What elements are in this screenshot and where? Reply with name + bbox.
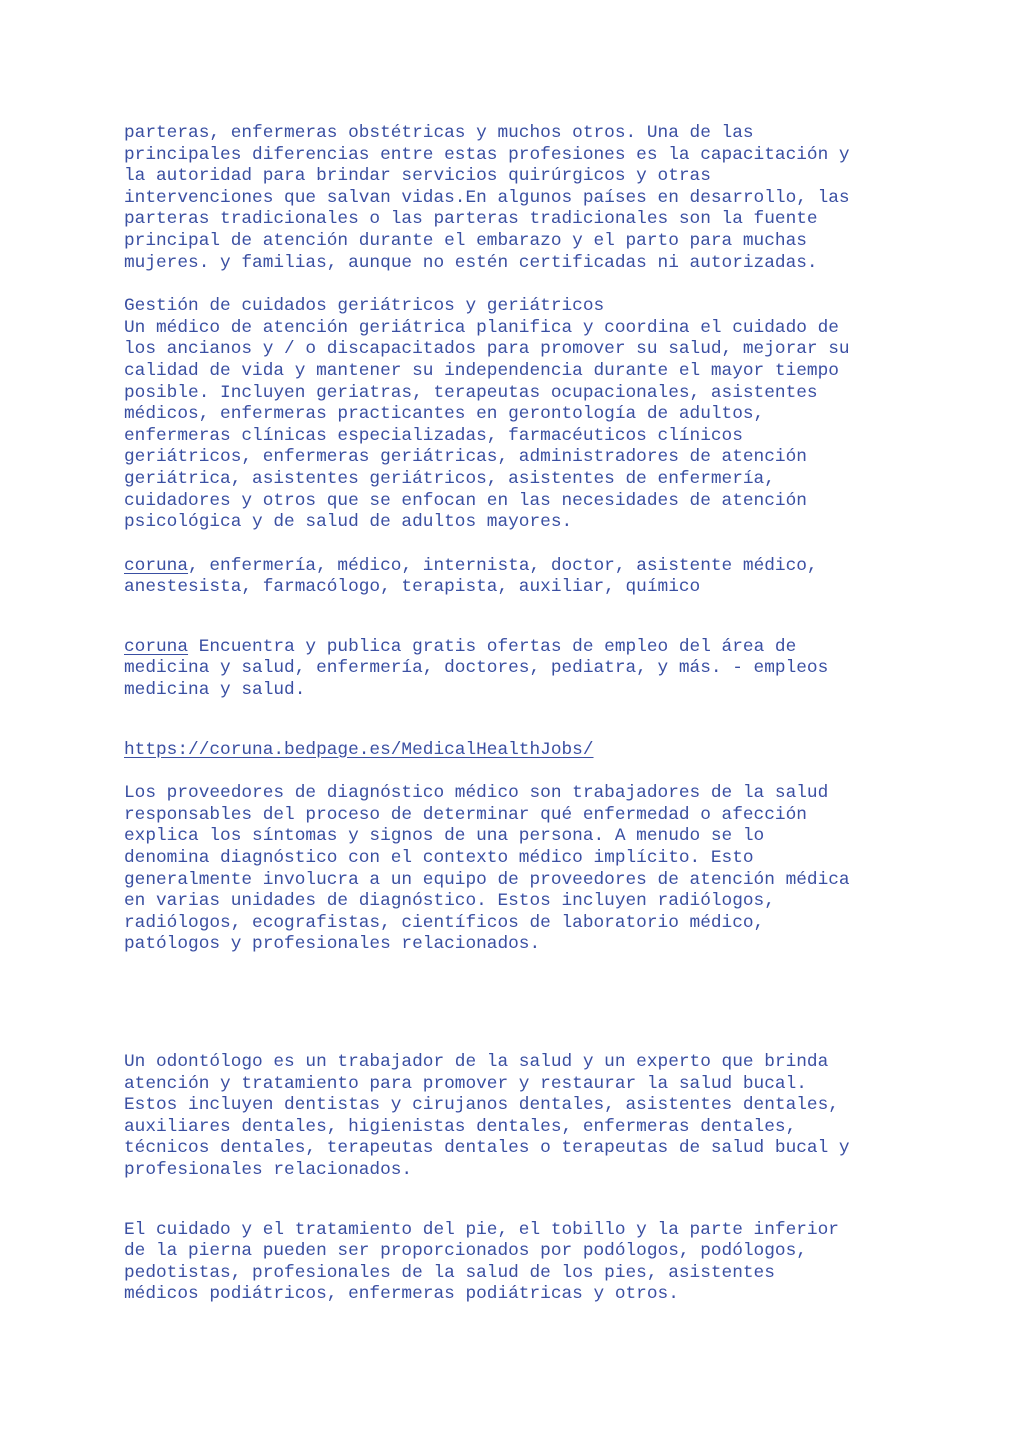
spacer [124,274,914,296]
document-page [124,123,914,1306]
spacer [124,702,914,740]
paragraph-diagnostic: Los proveedores de diagnóstico médico son trabajadores de la salud responsables del proceso de determinar qué enfermedad o afección explica los síntomas y signos de una persona. A menudo se lo denomina diagnóstico con el contexto médico implícito. Esto generalmente involucra a un equipo de proveedores de atención médica en varias unidades de diagnóstico. Estos incluyen radiólogos, radiólogos, ecografistas, científicos de laboratorio médico, patólogos y profesionales relacionados. [124,783,850,955]
spacer [124,956,914,1052]
paragraph-dental: Un odontólogo es un trabajador de la salud y un experto que brinda atención y tratamiento para promover y restaurar la salud bucal. Estos incluyen dentistas y cirujanos dentales, asistentes dentales, auxiliares dentales, higienistas dentales, enfermeras dentales, técnicos dentales, terapeutas dentales o terapeutas de salud bucal y profesionales relacionados. [124,1052,850,1180]
coruna-link-keywords[interactable]: coruna [124,555,189,576]
coruna-link-promo[interactable]: coruna [124,636,189,657]
paragraph-foot: El cuidado y el tratamiento del pie, el tobillo y la parte inferior de la pierna pueden ser proporcionados por podólogos, podólogos, pedotistas, profesionales de la salud de los pies, asistentes médicos podiátricos, enfermeras podiátricas y otros. [124,1219,839,1305]
spacer [124,1182,914,1220]
medical-health-jobs-link[interactable]: https://coruna.bedpage.es/MedicalHealthJobs/ [124,739,594,760]
promo-text: Encuentra y publica gratis ofertas de empleo del área de medicina y salud, enfermería, doctores, pediatra, y más. - empleos medicina y salud. [124,636,829,701]
promo-paragraph [124,637,914,702]
spacer [124,534,914,556]
keywords-text: , enfermería, médico, internista, doctor, asistente médico, anestesista, farmacólogo, terapista, auxiliar, químico [124,555,818,598]
section-heading-geriatric: Gestión de cuidados geriátricos y geriátricos [124,296,605,317]
keywords-paragraph [124,556,914,599]
paragraph-geriatric: Un médico de atención geriátrica planifica y coordina el cuidado de los ancianos y / o discapacitados para promover su salud, mejorar su calidad de vida y mantener su independencia durante el mayor tiempo posible. Incluyen geriatras, terapeutas ocupacionales, asistentes médicos, enfermeras practicantes en gerontología de adultos, enfermeras clínicas especializadas, farmacéuticos clínicos geriátricos, enfermeras geriátricas, administradores de atención geriátrica, asistentes geriátricos, asistentes de enfermería, cuidadores y otros que se enfocan en las necesidades de atención psicológica y de salud de adultos mayores. [124,317,850,533]
paragraph-parteras: parteras, enfermeras obstétricas y muchos otros. Una de las principales diferencias entre estas profesiones es la capacitación y la autoridad para brindar servicios quirúrgicos y otras intervenciones que salvan vidas.En algunos países en desarrollo, las parteras tradicionales o las parteras tradicionales son la fuente principal de atención durante el embarazo y el parto para muchas mujeres. y familias, aunque no estén certificadas ni autorizadas. [124,123,850,273]
spacer [124,761,914,783]
url-paragraph [124,740,914,762]
spacer [124,599,914,637]
